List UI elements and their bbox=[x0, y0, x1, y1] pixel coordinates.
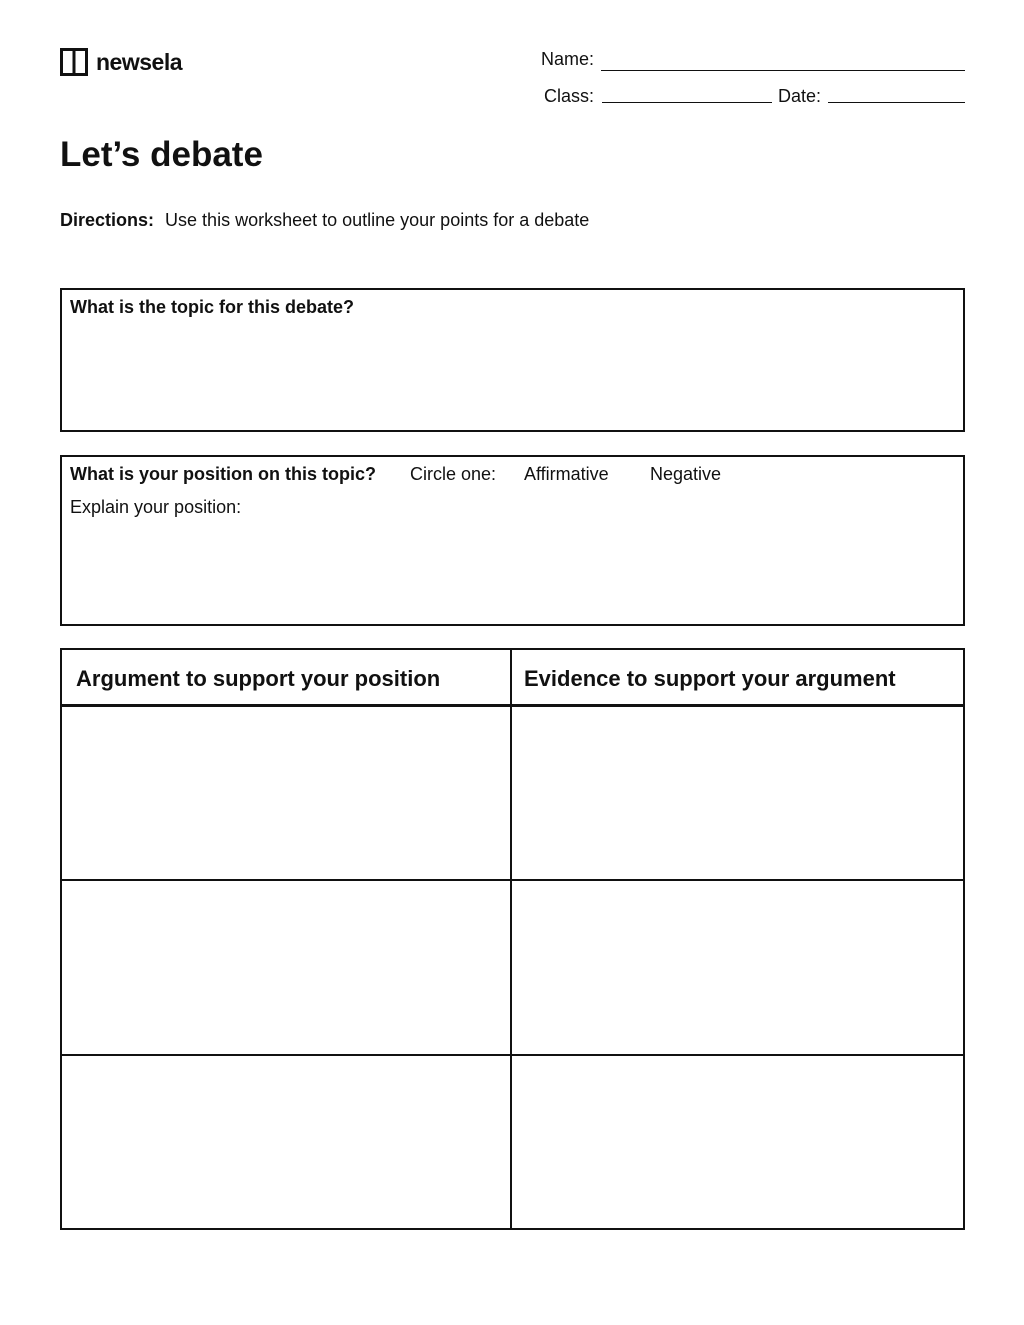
date-label: Date: bbox=[778, 86, 822, 106]
column-header-argument: Argument to support your position bbox=[76, 666, 441, 691]
explain-position-label: Explain your position: bbox=[70, 497, 242, 517]
argument-evidence-table bbox=[60, 648, 965, 1230]
circle-one-prompt: Circle one: bbox=[410, 464, 497, 484]
evidence-cell-2[interactable] bbox=[513, 882, 963, 1053]
name-field[interactable] bbox=[601, 70, 965, 71]
page-title: Let’s debate bbox=[60, 135, 263, 174]
class-field[interactable] bbox=[602, 102, 772, 103]
book-icon bbox=[60, 48, 88, 76]
brand-name: newsela bbox=[96, 48, 182, 75]
newsela-logo bbox=[60, 48, 182, 76]
option-negative[interactable]: Negative bbox=[650, 464, 722, 484]
row-divider bbox=[62, 1054, 963, 1056]
name-label: Name: bbox=[541, 49, 595, 69]
position-box[interactable] bbox=[60, 455, 965, 626]
date-field[interactable] bbox=[828, 102, 965, 103]
argument-cell-1[interactable] bbox=[62, 707, 509, 878]
evidence-cell-3[interactable] bbox=[513, 1057, 963, 1227]
directions-label: Directions: bbox=[60, 210, 155, 230]
column-divider bbox=[510, 650, 512, 1228]
position-question: What is your position on this topic? bbox=[70, 464, 376, 484]
column-header-evidence: Evidence to support your argument bbox=[524, 666, 896, 691]
class-label: Class: bbox=[544, 86, 595, 106]
option-affirmative[interactable]: Affirmative bbox=[524, 464, 609, 484]
argument-cell-2[interactable] bbox=[62, 882, 509, 1053]
directions-text: Use this worksheet to outline your points for a debate bbox=[165, 210, 590, 230]
directions bbox=[60, 210, 589, 232]
row-divider bbox=[62, 879, 963, 881]
argument-cell-3[interactable] bbox=[62, 1057, 509, 1227]
evidence-cell-1[interactable] bbox=[513, 707, 963, 878]
topic-box[interactable] bbox=[60, 288, 965, 432]
topic-question: What is the topic for this debate? bbox=[70, 297, 355, 317]
